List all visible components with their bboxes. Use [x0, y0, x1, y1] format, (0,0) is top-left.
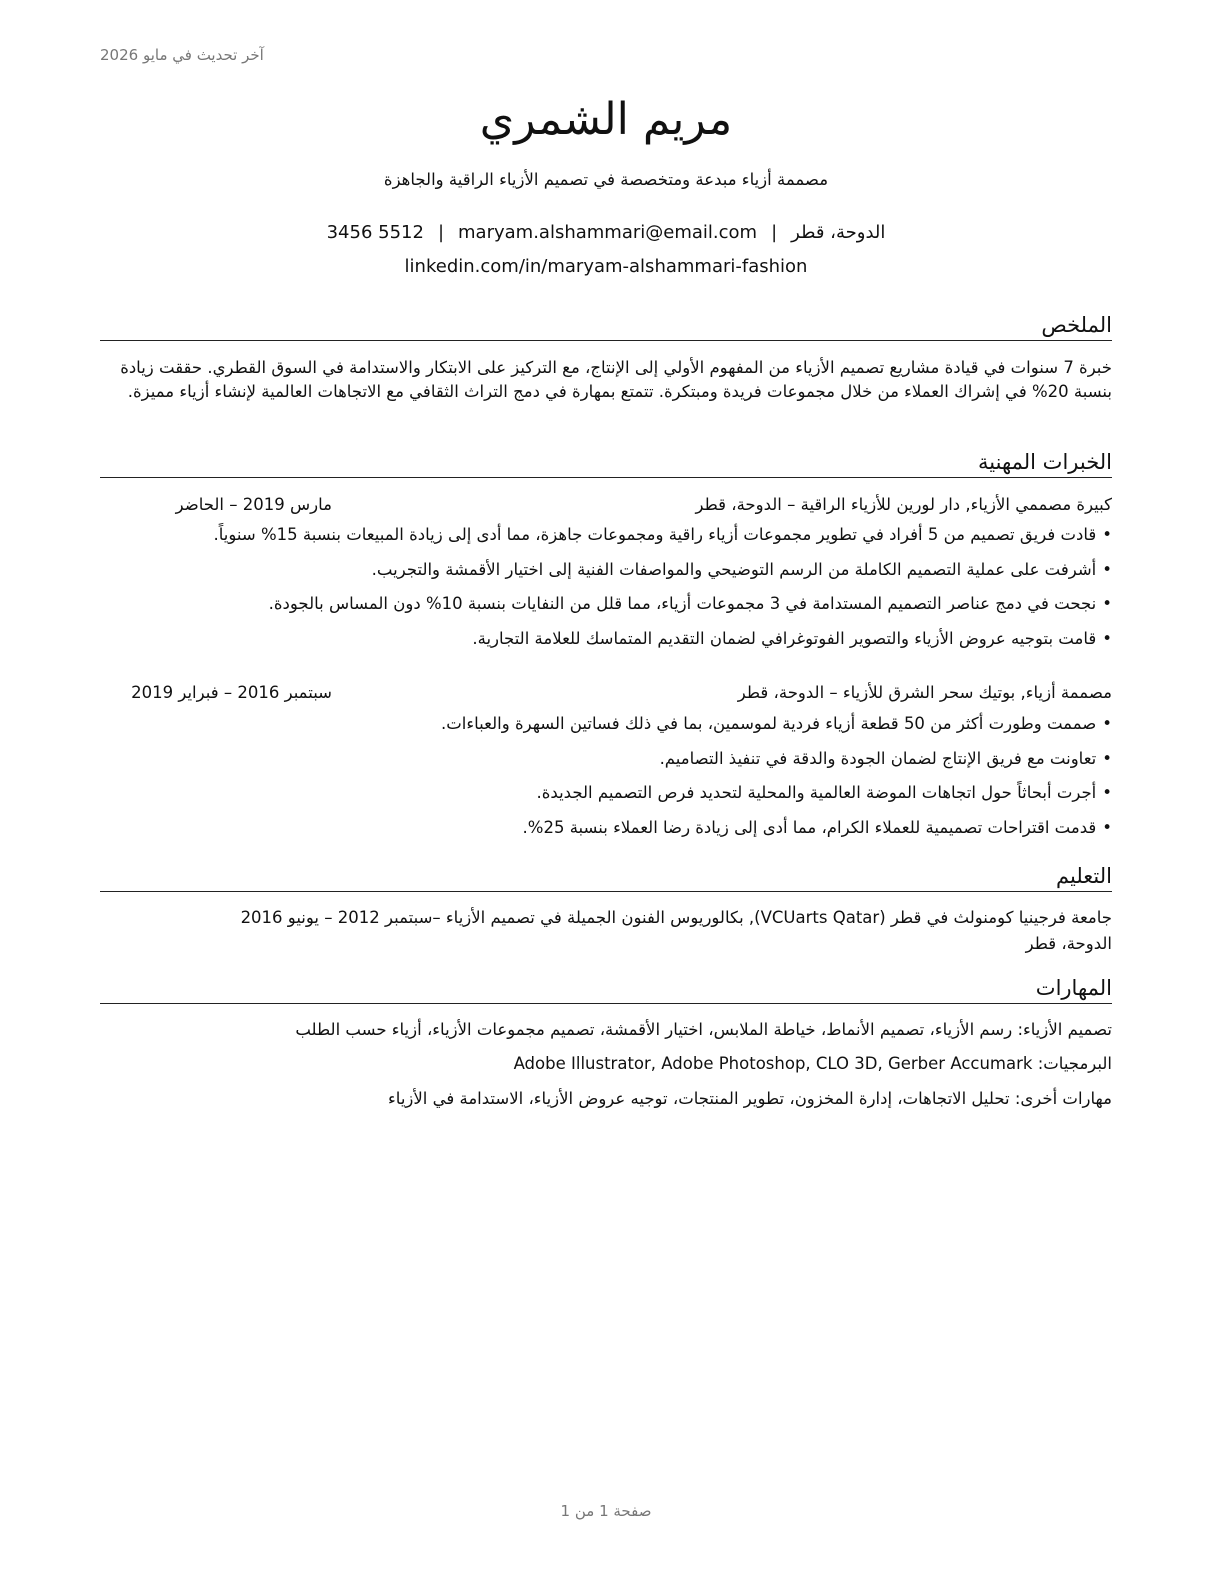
phone: 3456 5512	[326, 222, 424, 243]
linkedin-link[interactable]: linkedin.com/in/maryam-alshammari-fashion	[404, 256, 808, 277]
list-item: • تعاونت مع فريق الإنتاج لضمان الجودة والدقة في تنفيذ التصاميم.	[100, 747, 1112, 782]
education-heading: التعليم	[100, 861, 1112, 892]
skills-heading: المهارات	[100, 973, 1112, 1004]
experience-heading: الخبرات المهنية	[100, 447, 1112, 478]
skill-line	[100, 1052, 1112, 1076]
page-number: صفحة 1 من 1	[560, 1502, 652, 1520]
resume-page	[100, 0, 1112, 1584]
skill-value: رسم الأزياء، تصميم الأنماط، خياطة الملابس، اختيار الأقمشة، تصميم مجموعات الأزياء، أزياء حسب الطلب	[295, 1020, 1013, 1039]
skill-label: البرمجيات:	[1037, 1054, 1112, 1073]
summary-text: خبرة 7 سنوات في قيادة مشاريع تصميم الأزياء من المفهوم الأولي إلى الإنتاج، مع التركيز على الابتكار والاستدامة في السوق القطري. حققت زيادة بنسبة 20% في إشراك العملاء من خلال مجموعات فريدة ومبتكرة. تتمتع بمهارة في دمج التراث الثقافي مع الاتجاهات العالمية لإنشاء أزياء مميزة.	[120, 358, 1112, 401]
email[interactable]: maryam.alshammari@email.com	[458, 222, 758, 243]
skill-line	[100, 1018, 1112, 1042]
location: الدوحة، قطر	[791, 222, 886, 243]
list-item: • قادت فريق تصميم من 5 أفراد في تطوير مجموعات أزياء راقية ومجموعات جاهزة، مما أدى إلى زيادة المبيعات بنسبة 15% سنوياً.	[100, 523, 1112, 558]
last-updated: آخر تحديث في مايو 2026	[100, 46, 264, 64]
skill-line	[100, 1087, 1112, 1111]
skill-label: مهارات أخرى:	[1014, 1089, 1112, 1108]
list-item: • صممت وطورت أكثر من 50 قطعة أزياء فردية لموسمين، بما في ذلك فساتين السهرة والعباءات.	[100, 712, 1112, 747]
list-item: • قدمت اقتراحات تصميمية للعملاء الكرام، مما أدى إلى زيادة رضا العملاء بنسبة 25%.	[100, 816, 1112, 851]
job-bullets	[100, 523, 1112, 661]
list-item: • أجرت أبحاثاً حول اتجاهات الموضة العالمية والمحلية لتحديد فرص التصميم الجديدة.	[100, 781, 1112, 816]
education-line: جامعة فرجينيا كومنولث في قطر (VCUarts Qatar), بكالوريوس الفنون الجميلة في تصميم الأزياء –سبتمبر 2012 – يونيو 2016	[240, 908, 1112, 927]
skill-value: Adobe Illustrator, Adobe Photoshop, CLO 3D, Gerber Accumark	[513, 1054, 1033, 1073]
job-bullets	[100, 712, 1112, 850]
education-location: الدوحة، قطر	[1025, 934, 1112, 953]
list-item: • نجحت في دمج عناصر التصميم المستدامة في 3 مجموعات أزياء، مما قلل من النفايات بنسبة 10% دون المساس بالجودة.	[100, 592, 1112, 627]
skill-value: تحليل الاتجاهات، إدارة المخزون، تطوير المنتجات، توجيه عروض الأزياء، الاستدامة في الأزياء	[388, 1089, 1010, 1108]
separator: |	[437, 222, 445, 243]
job-title: كبيرة مصممي الأزياء, دار لورين للأزياء الراقية – الدوحة، قطر	[695, 495, 1112, 514]
list-item: • قامت بتوجيه عروض الأزياء والتصوير الفوتوغرافي لضمان التقديم المتماسك للعلامة التجارية.	[100, 627, 1112, 662]
job-header	[100, 494, 1112, 516]
candidate-name: مريم الشمري	[479, 94, 733, 145]
job-title: مصممة أزياء, بوتيك سحر الشرق للأزياء – الدوحة، قطر	[737, 683, 1112, 702]
list-item: • أشرفت على عملية التصميم الكاملة من الرسم التوضيحي والمواصفات الفنية إلى اختيار الأقمشة والتجريب.	[100, 558, 1112, 593]
skill-label: تصميم الأزياء:	[1017, 1020, 1112, 1039]
separator: |	[771, 222, 778, 243]
job-dates: مارس 2019 – الحاضر	[175, 495, 332, 514]
job-dates: سبتمبر 2016 – فبراير 2019	[131, 683, 332, 702]
job-header	[100, 682, 1112, 704]
summary-heading: الملخص	[100, 310, 1112, 341]
contact-line	[100, 222, 1112, 243]
tagline: مصممة أزياء مبدعة ومتخصصة في تصميم الأزياء الراقية والجاهزة	[383, 170, 829, 189]
